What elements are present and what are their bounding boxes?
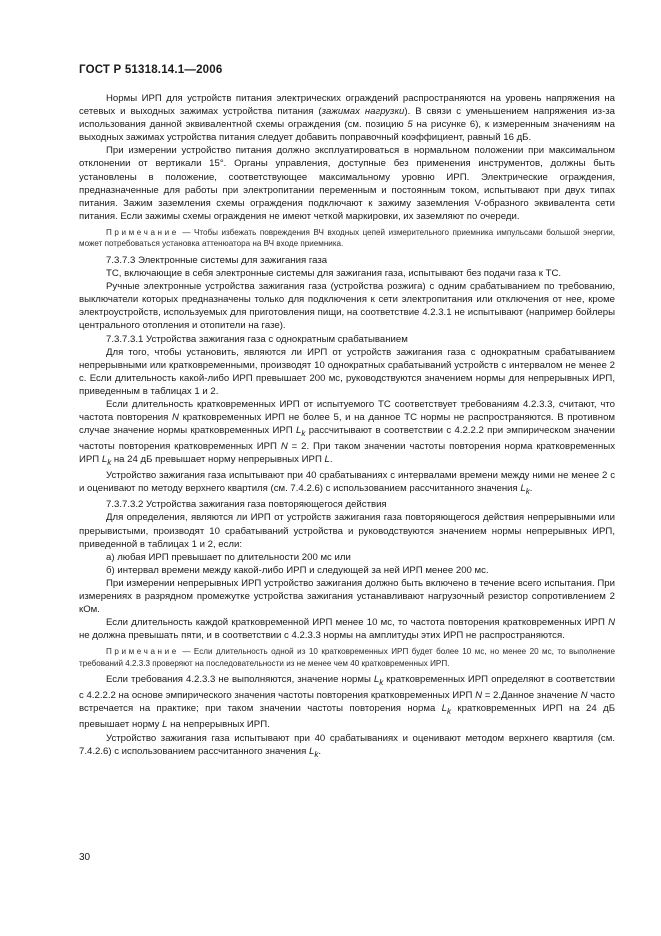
symbol-lk: $L_k$ — [441, 703, 452, 717]
paragraph: При измерении устройство питания должно эксплуатироваться в нормальном положении при максимальном отклонении от вертикали 15°. Органы управления, доступные без применения инструментов, должны быть установлены в положение, соответствующее максимальному уровню ИРП. Электрические ограждения, предназначенные для работы при электропитании переменным и постоянным током, испытывают при двух типах питания. Зажим заземления схемы ограждения подключают к зажиму заземления V-образного эквивалента сети питания. Если зажимы схемы ограждения не имеют четкой маркировки, их заземляют по очереди. — [79, 145, 615, 222]
emphasis: зажимах нагрузки — [321, 106, 405, 118]
list-item: а) любая ИРП превышает по длительности 200 мс или — [106, 551, 351, 563]
condition-list — [79, 551, 615, 577]
section-heading: 7.3.7.3 Электронные системы для зажигания газа — [106, 254, 328, 266]
note: Примечание — Если длительность одной из 10 кратковременных ИРП будет более 10 мс, но менее 20 мс, то выполнение требований 4.2.3.3 проверяют на последовательности из не менее чем 40 кратковременных ИРП. — [79, 647, 615, 668]
document-body — [79, 92, 615, 761]
paragraph: Ручные электронные устройства зажигания газа (устройства розжига) с одним срабатыванием по требованию, выключатели которых предназначены только для подключения к сети электропитания или отключения от нее, кроме электроустройств, используемых для приготовления пищи, на соответствие 4.2.3.1 не испытывают (например бойлеры центрального отопления и отопители на газе). — [79, 281, 615, 332]
paragraph: ТС, включающие в себя электронные системы для зажигания газа, испытывают без подачи газа к ТС. — [106, 268, 562, 280]
page-number: 30 — [79, 852, 91, 863]
paragraph: Если длительность каждой кратковременной ИРП менее 10 мс, то частота повторения кратковременных ИРП N не должна превышать пяти, и в соответствии с 4.2.3.3 нормы на амплитуды этих ИРП не распространяются. — [79, 617, 615, 642]
standard-header: ГОСТ Р 51318.14.1—2006 — [79, 64, 223, 76]
symbol-lk: $L_k$ — [308, 745, 319, 759]
paragraph: Если требования 4.2.3.3 не выполняются, значение нормы $L_k$ кратковременных ИРП определяют в соответствии с 4.2.2.2 на основе эмпирического значения частоты повторения кратковременных ИРП N = 2.Данное значение N часто встречается на практике; при таком значении частоты повторения норма $L_k$ кратковременных ИРП на 24 дБ превышает норму L на непрерывных ИРП. — [79, 674, 616, 731]
paragraph: При измерении непрерывных ИРП устройство зажигания должно быть включено в течение всего испытания. При измерениях в разрядном промежутке устройства зажигания устанавливают нагрузочный резистор сопротивлением 2 кОм. — [79, 577, 615, 616]
symbol-lk: $L_k$ — [373, 674, 384, 688]
paragraph: Если длительность кратковременных ИРП от испытуемого ТС соответствует требованиям 4.2.3.3, считают, что частота повторения N кратковременных ИРП не более 5, и на данное ТС нормы не распространяются. В противном случае значение нормы кратковременных ИРП $L_k$ рассчитывают в соответствии с 4.2.2.2 при эмпирическом значении частоты повторения кратковременных ИРП N = 2. При таком значении частоты повторения норма кратковременных ИРП $L_k$ на 24 дБ превышает норму непрерывных ИРП L. — [79, 398, 616, 468]
note-label: Примечание — [106, 647, 179, 657]
list-item: б) интервал времени между какой-либо ИРП и следующей за ней ИРП менее 200 мс. — [106, 564, 489, 576]
paragraph: Нормы ИРП для устройств питания электрических ограждений распространяются на уровень напряжения на сетевых и выходных зажимах устройства питания (зажимах нагрузки). В связи с уменьшением напряжения из-за использования данной эквивалентной схемы ограждения (см. позицию 5 на рисунке 6), к измеренным значениям на выходных зажимах устройства питания следует добавить поправочный коэффициент, равный 16 дБ. — [79, 93, 616, 144]
note-label: Примечание — [106, 227, 179, 237]
section-heading: 7.3.7.3.2 Устройства зажигания газа повторяющегося действия — [106, 499, 387, 511]
symbol-lk: $L_k$ — [296, 425, 306, 439]
paragraph: Для определения, являются ли ИРП от устройств зажигания газа повторяющегося действия непрерывными или прерывистыми, производят 10 срабатываний устройства и руководствуются значением нормы непрерывных ИРП, приведенной в таблицах 1 и 2, если: — [79, 512, 615, 550]
paragraph: Устройство зажигания газа испытывают при 40 срабатываниях с интервалами времени между ними не менее 2 с и оценивают по методу верхнего квартиля (см. 7.4.2.6) с использованием рассчитанного значения $L_k$. — [79, 470, 615, 497]
note: Примечание — Чтобы избежать повреждения ВЧ входных цепей измерительного приемника импульсами большой энергии, может потребоваться установка аттенюатора на ВЧ входе приемника. — [79, 227, 615, 249]
paragraph: Для того, чтобы установить, являются ли ИРП от устройств зажигания газа с однократным срабатыванием непрерывными или кратковременными, производят 10 однократных срабатываний устройств с интервалом не менее 2 с. Если длительность какой-либо ИРП превышает 200 мс, руководствуются значением нормы для непрерывных ИРП, приведенным в таблицах 1 и 2. — [79, 346, 615, 397]
symbol-lk: $L_k$ — [520, 483, 530, 497]
paragraph: Устройство зажигания газа испытывают при 40 срабатываниях и оценивают методом верхнего квартиля (см. 7.4.2.6) с использованием рассчитанного значения $L_k$. — [79, 732, 615, 759]
symbol-lk: $L_k$ — [101, 454, 112, 468]
section-heading: 7.3.7.3.1 Устройства зажигания газа с однократным срабатыванием — [106, 333, 408, 345]
